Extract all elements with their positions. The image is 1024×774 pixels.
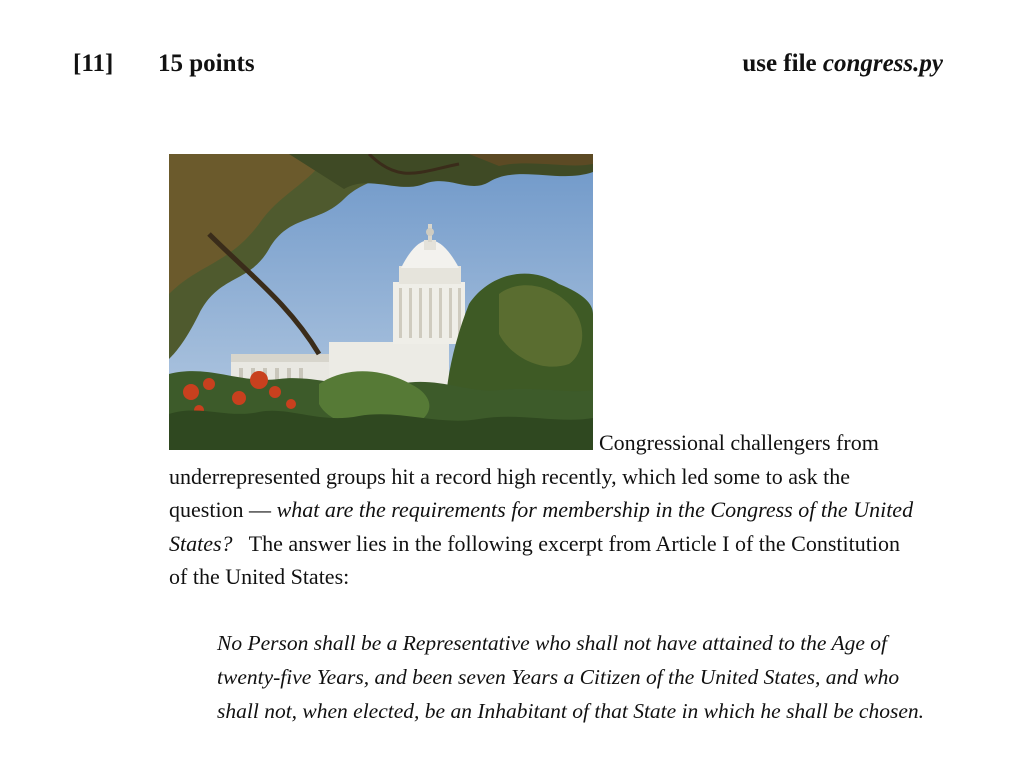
- excerpt-line: twenty-five Years, and been seven Years a Citizen of the United States, and who: [217, 665, 900, 689]
- intro-question: States?: [169, 530, 233, 556]
- file-instruction: [742, 50, 943, 78]
- intro-text: The answer lies in the following excerpt from Article I of the Constitution: [232, 530, 900, 556]
- excerpt-line: shall not, when elected, be an Inhabitant of that State in which he shall be chosen.: [217, 699, 925, 723]
- intro-line: of the United States:: [169, 564, 350, 589]
- constitution-excerpt: [217, 626, 1007, 728]
- intro-paragraph: [169, 426, 1019, 594]
- capitol-photo: [169, 154, 593, 450]
- intro-question: what are the requirements for membership in the Congress of the United: [276, 497, 914, 522]
- intro-line: [169, 493, 1019, 527]
- intro-text: question —: [169, 497, 277, 522]
- points-label: 15 points: [158, 50, 255, 77]
- file-name: congress.py: [822, 50, 943, 77]
- intro-line: [169, 527, 1019, 561]
- intro-line: underrepresented groups hit a record high recently, which led some to ask the: [169, 463, 850, 489]
- problem-number: [11]: [73, 50, 114, 77]
- excerpt-line: No Person shall be a Representative who shall not have attained to the Age of: [217, 631, 887, 655]
- file-prefix: use file: [742, 50, 823, 77]
- problem-header: [73, 50, 943, 84]
- intro-line: Congressional challengers from: [599, 430, 879, 455]
